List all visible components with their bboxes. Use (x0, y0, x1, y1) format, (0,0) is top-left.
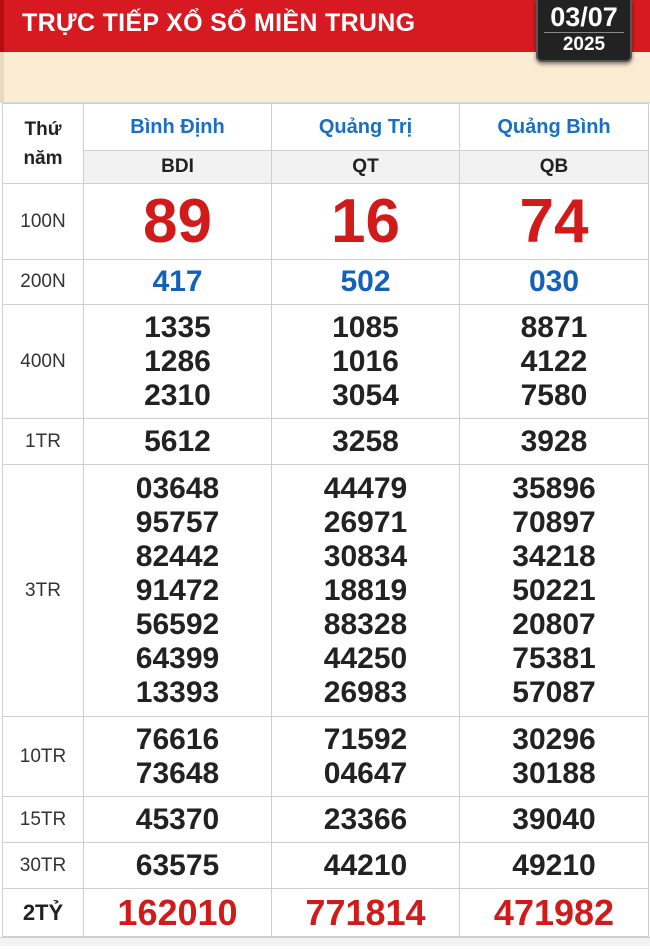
prize-cell (460, 717, 649, 797)
prize-cell (272, 843, 460, 889)
prize-number: 3928 (520, 424, 588, 458)
prize-number: 44479 (323, 471, 408, 505)
prize-number: 4122 (520, 344, 588, 378)
prize-label: 30TR (3, 843, 84, 889)
prize-label: 200N (3, 260, 84, 305)
prize-cell (272, 184, 460, 260)
prize-number: 89 (143, 186, 212, 256)
prize-cell (460, 305, 649, 419)
prize-number: 3258 (332, 424, 399, 458)
prize-number: 8871 (520, 310, 588, 344)
prize-cell (272, 717, 460, 797)
prize-number: 1286 (144, 344, 211, 378)
prize-cell (272, 305, 460, 419)
prize-label: 15TR (3, 797, 84, 843)
prize-label: 400N (3, 305, 84, 419)
prize-number: 44250 (323, 641, 408, 675)
prize-cell (460, 889, 649, 937)
prize-number: 39040 (512, 802, 596, 836)
prize-label: 100N (3, 184, 84, 260)
province-code: QB (460, 151, 649, 184)
prize-number: 7580 (520, 378, 588, 412)
province-name[interactable]: Quảng Trị (272, 104, 460, 151)
prize-cell (460, 843, 649, 889)
special-prize-number: 771814 (305, 891, 426, 933)
prize-cell (460, 797, 649, 843)
bottom-strip (0, 937, 650, 946)
province-code: QT (272, 151, 460, 184)
prize-cell (84, 260, 272, 305)
prize-number: 417 (152, 265, 203, 298)
results-table (2, 103, 649, 937)
prize-cell (272, 465, 460, 717)
prize-label: 10TR (3, 717, 84, 797)
prize-cell (460, 260, 649, 305)
prize-number: 75381 (512, 641, 596, 675)
header-bar (0, 0, 650, 55)
prize-cell (84, 889, 272, 937)
prize-cell (460, 419, 649, 465)
date-badge (536, 0, 632, 62)
prize-cell (84, 465, 272, 717)
prize-number: 30296 (512, 722, 596, 756)
prize-number: 76616 (135, 722, 220, 756)
prize-cell (84, 419, 272, 465)
prize-number: 70897 (512, 505, 596, 539)
prize-cell (84, 717, 272, 797)
prize-number: 030 (528, 265, 580, 298)
prize-number: 35896 (512, 471, 596, 505)
prize-cell (272, 797, 460, 843)
prize-number: 20807 (512, 607, 596, 641)
prize-number: 50221 (512, 573, 596, 607)
day-label-line1: Thứ (24, 118, 62, 140)
date-day-month: 03/07 (550, 2, 618, 32)
prize-number: 91472 (135, 573, 220, 607)
province-code: BDI (84, 151, 272, 184)
province-name[interactable]: Bình Định (84, 104, 272, 151)
prize-number: 63575 (135, 848, 220, 882)
prize-number: 1085 (332, 310, 399, 344)
prize-cell (272, 419, 460, 465)
prize-label: 3TR (3, 465, 84, 717)
prize-number: 45370 (135, 802, 220, 836)
page-title: TRỰC TIẾP XỔ SỐ MIỀN TRUNG (22, 9, 416, 37)
prize-number: 03648 (135, 471, 220, 505)
prize-number: 26983 (323, 675, 408, 709)
prize-cell (272, 889, 460, 937)
prize-number: 2310 (144, 378, 211, 412)
prize-number: 18819 (323, 573, 408, 607)
prize-number: 74 (519, 186, 589, 256)
prize-number: 57087 (512, 675, 596, 709)
prize-number: 23366 (323, 802, 408, 836)
prize-number: 1016 (332, 344, 399, 378)
prize-number: 16 (331, 186, 400, 256)
prize-cell (272, 260, 460, 305)
prize-number: 82442 (135, 539, 220, 573)
prize-number: 04647 (323, 756, 408, 790)
day-label (3, 104, 84, 184)
prize-number: 502 (340, 265, 391, 298)
prize-number: 71592 (323, 722, 408, 756)
prize-number: 88328 (323, 607, 408, 641)
prize-number: 56592 (135, 607, 220, 641)
province-name[interactable]: Quảng Bình (460, 104, 649, 151)
prize-number: 30188 (512, 756, 596, 790)
prize-number: 3054 (332, 378, 399, 412)
special-prize-number: 162010 (117, 891, 238, 933)
prize-number: 44210 (323, 848, 408, 882)
prize-cell (460, 465, 649, 717)
prize-cell (84, 184, 272, 260)
prize-number: 49210 (512, 848, 596, 882)
prize-label: 2TỶ (3, 889, 84, 937)
prize-number: 1335 (144, 310, 211, 344)
special-prize-number: 471982 (493, 891, 615, 933)
prize-number: 34218 (512, 539, 596, 573)
prize-number: 5612 (144, 424, 211, 458)
prize-number: 95757 (135, 505, 220, 539)
date-year: 2025 (544, 32, 624, 57)
prize-cell (84, 305, 272, 419)
prize-cell (84, 843, 272, 889)
prize-number: 26971 (323, 505, 408, 539)
prize-number: 13393 (135, 675, 220, 709)
prize-number: 64399 (135, 641, 220, 675)
prize-cell (460, 184, 649, 260)
prize-number: 73648 (135, 756, 220, 790)
day-label-line2: năm (23, 147, 63, 169)
prize-cell (84, 797, 272, 843)
prize-number: 30834 (323, 539, 408, 573)
prize-label: 1TR (3, 419, 84, 465)
